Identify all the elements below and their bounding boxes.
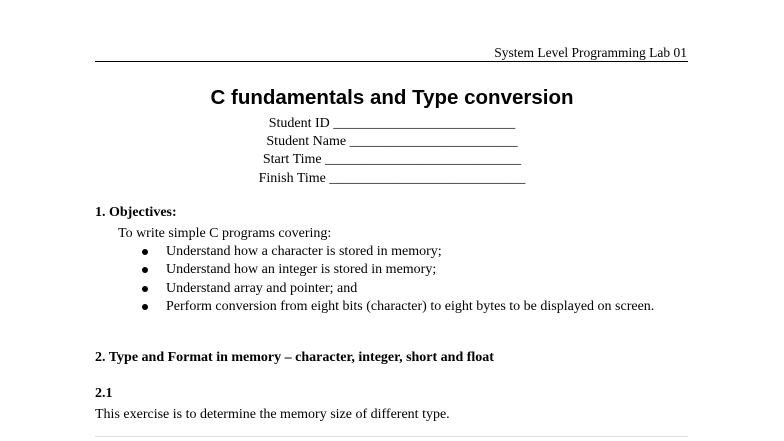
bullet-icon — [142, 286, 148, 292]
objectives-intro: To write simple C programs covering: — [118, 226, 332, 241]
section-heading-type-format: 2. Type and Format in memory – character, integer, short and float — [95, 350, 494, 365]
field-blank: ____________________________ — [329, 171, 526, 186]
field-finish-time — [0, 171, 784, 187]
field-blank: __________________________ — [333, 116, 516, 131]
field-blank: ________________________ — [349, 134, 518, 149]
page-edge-rule — [95, 436, 688, 437]
field-label: Finish Time — [258, 171, 326, 186]
field-label: Start Time — [262, 152, 322, 167]
exercise-text: This exercise is to determine the memory size of different type. — [95, 407, 450, 422]
running-header: System Level Programming Lab 01 — [494, 45, 687, 60]
header-rule — [95, 61, 688, 62]
list-item-text: Understand array and pointer; and — [166, 280, 358, 296]
list-item-text: Understand how an integer is stored in memory; — [166, 262, 437, 278]
list-item — [140, 280, 688, 298]
list-item — [140, 298, 688, 316]
section-heading-objectives: 1. Objectives: — [95, 205, 177, 220]
list-item — [140, 261, 688, 279]
field-label: Student ID — [268, 116, 330, 131]
list-item-text: Understand how a character is stored in memory; — [166, 244, 442, 259]
field-blank: ____________________________ — [325, 152, 522, 167]
list-item — [140, 243, 688, 261]
field-label: Student Name — [266, 134, 347, 149]
bullet-icon — [142, 304, 148, 310]
bullet-icon — [142, 249, 148, 255]
objectives-list — [140, 243, 688, 316]
bullet-icon — [142, 267, 148, 273]
field-start-time — [0, 152, 784, 168]
field-student-name — [0, 134, 784, 150]
field-student-id — [0, 116, 784, 132]
document-title: C fundamentals and Type conversion — [210, 86, 574, 109]
list-item-text: Perform conversion from eight bits (character) to eight bytes to be displayed on screen. — [166, 298, 655, 314]
subsection-heading: 2.1 — [95, 386, 113, 401]
